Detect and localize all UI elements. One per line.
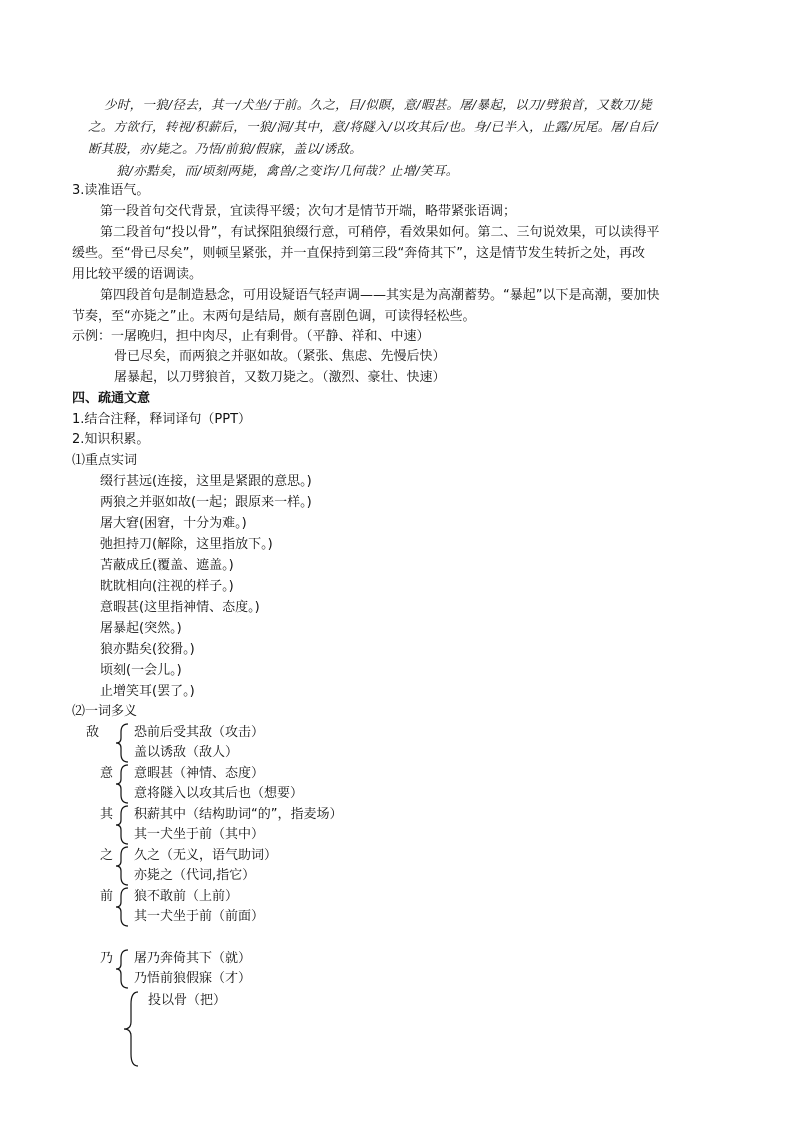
tone-paragraph-3-line-1: 第四段首句是制造悬念，可用设疑语气轻声调——其实是为高潮蓄势。“暴起”以下是高潮，要加快 [100, 288, 660, 303]
section-4-item-1: 1.结合注释，释词译句（PPT） [72, 412, 252, 427]
key-word-item: 两狼之并驱如故(一起；跟原来一样。) [100, 495, 312, 510]
tone-paragraph-2-line-1: 第二段首句“投以骨”，有试探阻狼缀行意，可稍停，看效果如何。第二、三句说效果，可以读得平 [100, 225, 660, 240]
polysemy-meaning: 乃悟前狼假寐（才） [134, 971, 252, 986]
polysemy-meaning: 屠乃奔倚其下（就） [134, 951, 252, 966]
polysemy-meaning: 亦毙之（代词,指它） [134, 868, 256, 883]
key-word-item: 意暇甚(这里指神情、态度。) [100, 600, 260, 615]
polysemy-meaning: 投以骨（把） [148, 993, 227, 1008]
brace-icon [114, 948, 134, 990]
passage-line-3: 断其股，亦/毙之。乃悟/前狼/假寐，盖以/诱敌。 [88, 141, 363, 156]
key-word-item: 屠大窘(困窘，十分为难。) [100, 516, 247, 531]
polysemy-meaning: 狼不敢前（上前） [134, 889, 239, 904]
tone-paragraph-2-line-2: 缓些。至“骨已尽矣”，则顿呈紧张，并一直保持到第三段“奔倚其下”，这是情节发生转折之处，再改 [72, 246, 645, 261]
brace-icon [114, 886, 134, 928]
key-word-item: 眈眈相向(注视的样子。) [100, 579, 234, 594]
polysemy-heading: ⑵一词多义 [72, 704, 138, 719]
key-word-item: 顷刻(一会儿。) [100, 663, 182, 678]
polysemy-char-qian: 前 [100, 889, 114, 904]
tone-example-1: 示例：一屠晚归，担中肉尽，止有剩骨。（平静、祥和、中速） [72, 329, 430, 344]
brace-icon [122, 990, 144, 1068]
key-word-item: 苫蔽成丘(覆盖、遮盖。) [100, 558, 234, 573]
polysemy-meaning: 意将隧入以攻其后也（想要） [134, 786, 304, 801]
section-4-heading: 四、疏通文意 [72, 391, 151, 406]
tone-heading: 3.读准语气。 [72, 183, 150, 198]
tone-example-2: 骨已尽矣，而两狼之并驱如故。（紧张、焦虑、先慢后快） [114, 349, 446, 364]
brace-icon [114, 845, 134, 887]
section-4-item-2: 2.知识积累。 [72, 432, 150, 447]
polysemy-meaning: 恐前后受其敌（攻击） [134, 725, 265, 740]
passage-line-4: 狼/亦黠矣，而/顷刻两毙，禽兽/之变诈/几何哉？止增/笑耳。 [116, 163, 459, 178]
polysemy-meaning: 其一犬坐于前（前面） [134, 909, 265, 924]
brace-icon [114, 763, 134, 805]
tone-example-3: 屠暴起，以刀劈狼首，又数刀毙之。（激烈、豪壮、快速） [114, 370, 446, 385]
polysemy-char-nai: 乃 [100, 951, 114, 966]
polysemy-meaning: 久之（无义，语气助词） [134, 848, 278, 863]
key-word-item: 弛担持刀(解除，这里指放下。) [100, 537, 273, 552]
polysemy-char-qi: 其 [100, 807, 114, 822]
polysemy-meaning: 其一犬坐于前（其中） [134, 827, 265, 842]
tone-paragraph-1: 第一段首句交代背景，宜读得平缓；次句才是情节开端，略带紧张语调； [100, 204, 517, 219]
polysemy-char-di: 敌 [86, 725, 100, 740]
key-word-item: 狼亦黠矣(狡猾。) [100, 642, 195, 657]
key-word-item: 屠暴起(突然。) [100, 621, 182, 636]
polysemy-char-zhi: 之 [100, 848, 114, 863]
key-word-item: 缀行甚远(连接，这里是紧跟的意思。) [100, 474, 312, 489]
passage-line-1: 少时，一狼/径去，其一/犬坐/于前。久之，目/似瞑，意/暇甚。屠/暴起，以刀/劈狼首，又数刀/毙 [104, 97, 653, 112]
key-word-item: 止增笑耳(罢了。) [100, 684, 195, 699]
brace-icon [114, 804, 134, 846]
brace-icon [114, 722, 134, 764]
tone-paragraph-2-line-3: 用比较平缓的语调读。 [72, 267, 203, 282]
polysemy-meaning: 意暇甚（神情、态度） [134, 766, 265, 781]
passage-line-2: 之。方欲行，转视/积薪后，一狼/洞/其中，意/将隧入/以攻其后/也。身/已半入，止露/尻尾。屠/自后/ [88, 119, 658, 134]
polysemy-meaning: 积薪其中（结构助词“的”，指麦场） [134, 807, 343, 822]
tone-paragraph-3-line-2: 节奏，至“亦毙之”止。末两句是结局，颇有喜剧色调，可读得轻松些。 [72, 309, 476, 324]
polysemy-char-yi: 意 [100, 766, 114, 781]
key-words-heading: ⑴重点实词 [72, 453, 138, 468]
polysemy-meaning: 盖以诱敌（敌人） [134, 745, 239, 760]
